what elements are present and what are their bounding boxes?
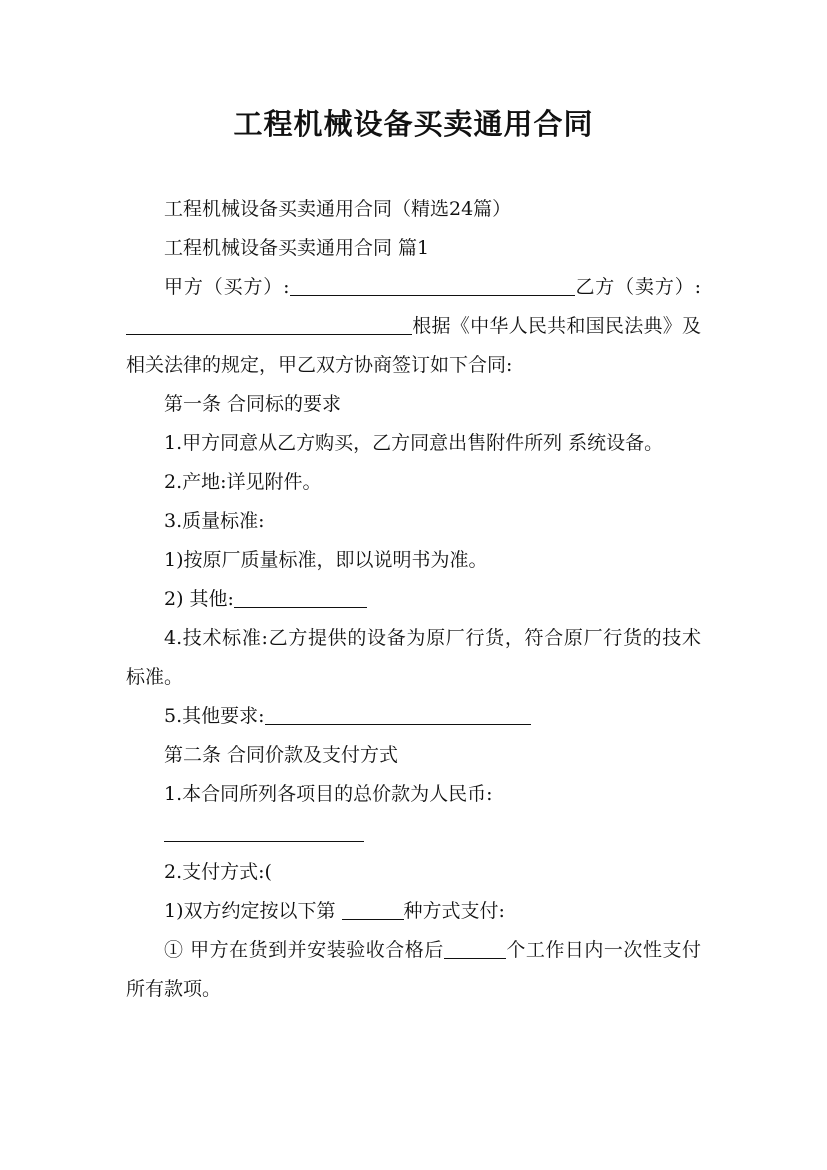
paragraph-1-2: 2.产地:详见附件。: [164, 471, 322, 493]
other-label: 2) 其他:: [164, 588, 234, 610]
paragraph-1-1: 1.甲方同意从乙方购买，乙方同意出售附件所列 系统设备。: [164, 432, 664, 454]
paragraph-subtitle: 工程机械设备买卖通用合同（精选24篇）: [164, 198, 512, 220]
paragraph-1-3-2: [126, 580, 701, 619]
other-requirements-blank: [265, 704, 531, 725]
other-blank: [234, 587, 367, 608]
article-2-heading: 第二条 合同价款及支付方式: [164, 744, 399, 766]
payment-method-label: 1)双方约定按以下第: [164, 900, 342, 922]
parties-intro: 根据《中华人民共和国民法典》及相关法律的规定，甲乙双方协商签订如下合同:: [126, 315, 701, 376]
payment-term-label: ① 甲方在货到并安装验收合格后: [164, 939, 444, 961]
paragraph-section-heading: 工程机械设备买卖通用合同 篇1: [164, 237, 430, 259]
party-a-label: 甲方（买方）:: [164, 276, 290, 298]
price-blank: [164, 821, 364, 842]
party-b-blank: [126, 314, 412, 335]
price-blank-line: [126, 814, 701, 853]
payment-method-suffix: 种方式支付:: [403, 900, 505, 922]
paragraph-parties: [126, 268, 701, 385]
other-requirements-label: 5.其他要求:: [164, 705, 265, 727]
article-1-heading: 第一条 合同标的要求: [164, 393, 342, 415]
payment-term-suffix: 个工作日内一次性支付所有款项。: [126, 939, 701, 1000]
document-title: 工程机械设备买卖通用合同: [233, 107, 594, 141]
payment-method-blank: [342, 899, 404, 920]
paragraph-1-5: [126, 697, 701, 736]
paragraph-2-2: 2.支付方式:(: [164, 861, 272, 883]
paragraph-1-3: 3.质量标准:: [164, 510, 265, 532]
paragraph-2-2-1-a: [126, 931, 701, 1009]
party-b-label: 乙方（卖方）:: [574, 276, 702, 298]
party-a-blank: [290, 275, 575, 296]
paragraph-2-1: 1.本合同所列各项目的总价款为人民币:: [164, 783, 493, 805]
payment-days-blank: [444, 938, 506, 959]
paragraph-2-2-1: [126, 892, 701, 931]
paragraph-1-3-1: 1)按原厂质量标准，即以说明书为准。: [164, 549, 488, 571]
document-body: [126, 190, 701, 1009]
paragraph-1-4: 4.技术标准:乙方提供的设备为原厂行货，符合原厂行货的技术标准。: [126, 627, 701, 688]
